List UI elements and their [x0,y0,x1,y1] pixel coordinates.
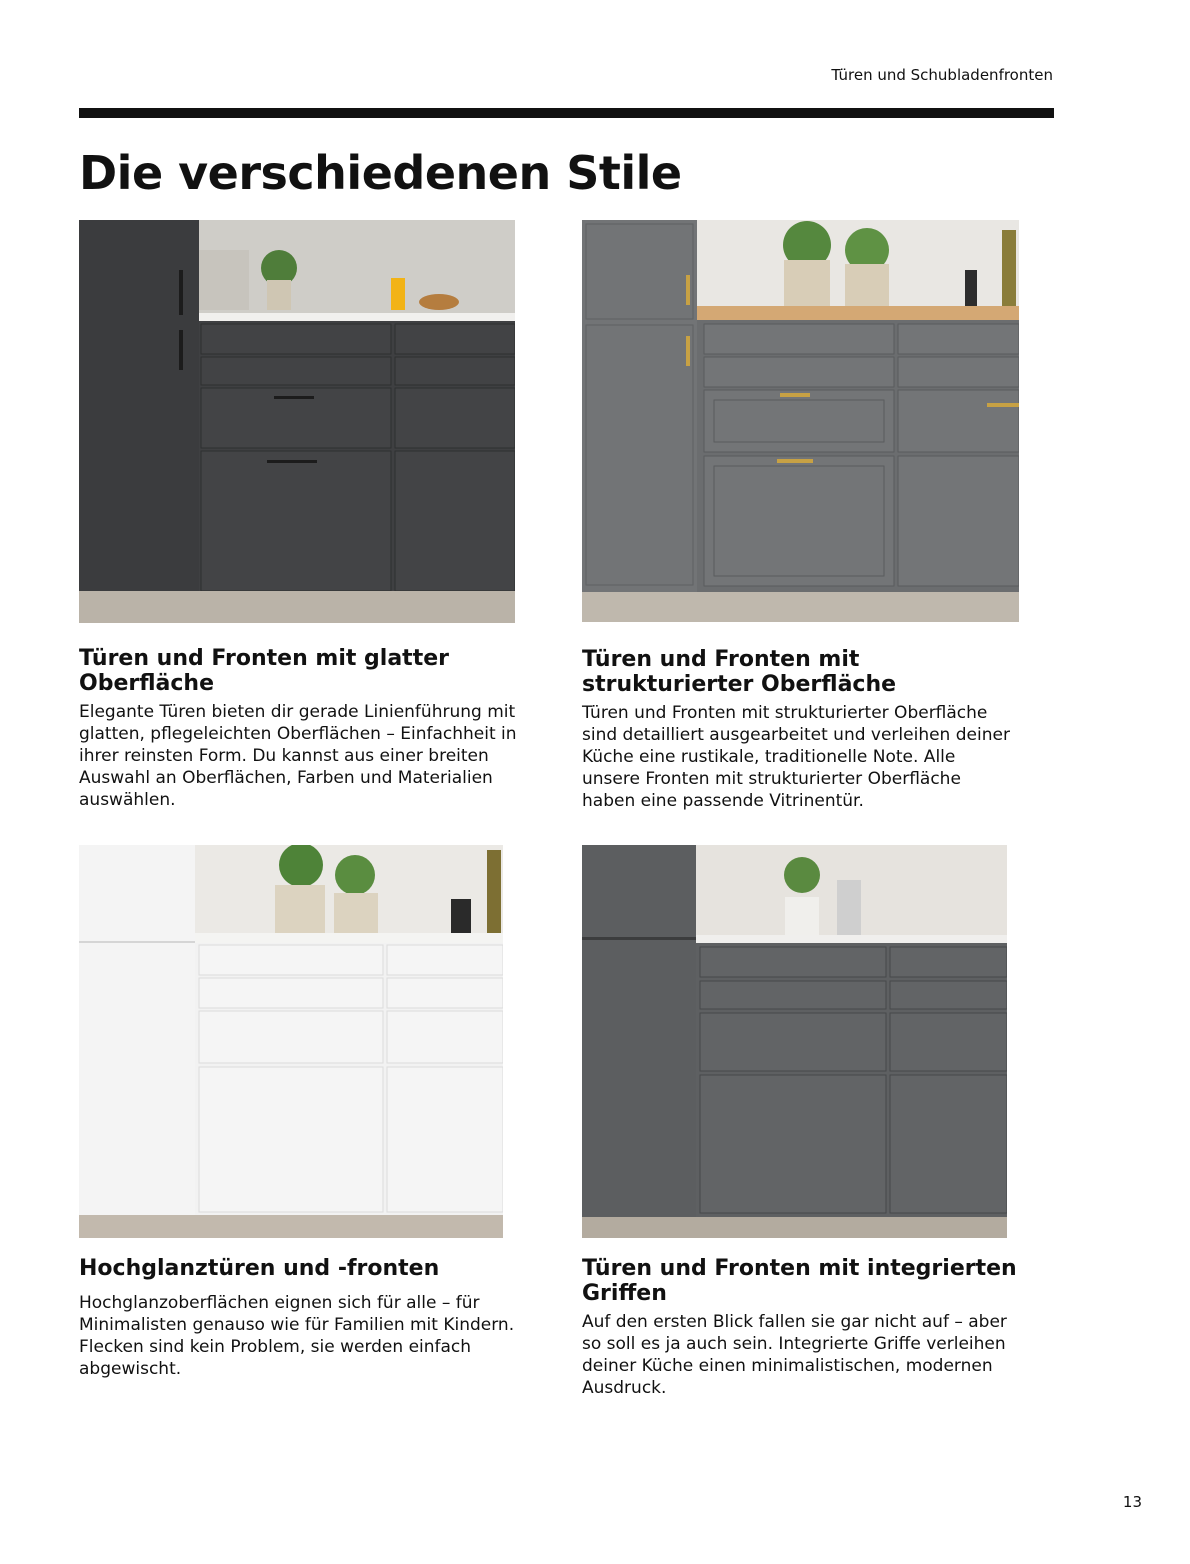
photo-high-gloss-fronts [79,845,503,1238]
photo-smooth-fronts [79,220,515,623]
style-body-structured: Türen und Fronten mit strukturierter Oberfläche sind detailliert ausgearbeitet und verleihen deiner Küche eine rustikale, traditionelle Note. Alle unsere Fronten mit strukturierter Oberfläche haben eine passende Vitrinentür. [582,703,1010,811]
style-body-high-gloss: Hochglanzoberflächen eignen sich für alle – für Minimalisten genauso wie für Familien mit Kindern. Flecken sind kein Problem, sie werden einfach abgewischt. [79,1293,515,1379]
style-heading-integrated-handles: Türen und Fronten mit integrierten Griffen [582,1256,1017,1306]
style-body-smooth: Elegante Türen bieten dir gerade Linienführung mit glatten, pflegeleichten Oberflächen – Einfachheit in ihrer reinsten Form. Du kannst aus einer breiten Auswahl an Oberflächen, Farben und Materialien auswählen. [79,702,517,810]
section-label: Türen und Schubladenfronten [831,66,1053,84]
photo-structured-fronts [582,220,1019,622]
style-body-integrated-handles: Auf den ersten Blick fallen sie gar nicht auf – aber so soll es ja auch sein. Integrierte Griffe verleihen deiner Küche einen minimalistischen, modernen Ausdruck. [582,1312,1007,1398]
header-rule [79,108,1054,118]
style-heading-high-gloss: Hochglanztüren und -fronten [79,1256,440,1281]
style-heading-smooth: Türen und Fronten mit glatter Oberfläche [79,646,449,696]
photo-integrated-handles [582,845,1007,1238]
style-heading-structured: Türen und Fronten mit strukturierter Oberfläche [582,647,897,697]
page-number: 13 [1122,1493,1142,1511]
page-title: Die verschiedenen Stile [79,146,682,200]
